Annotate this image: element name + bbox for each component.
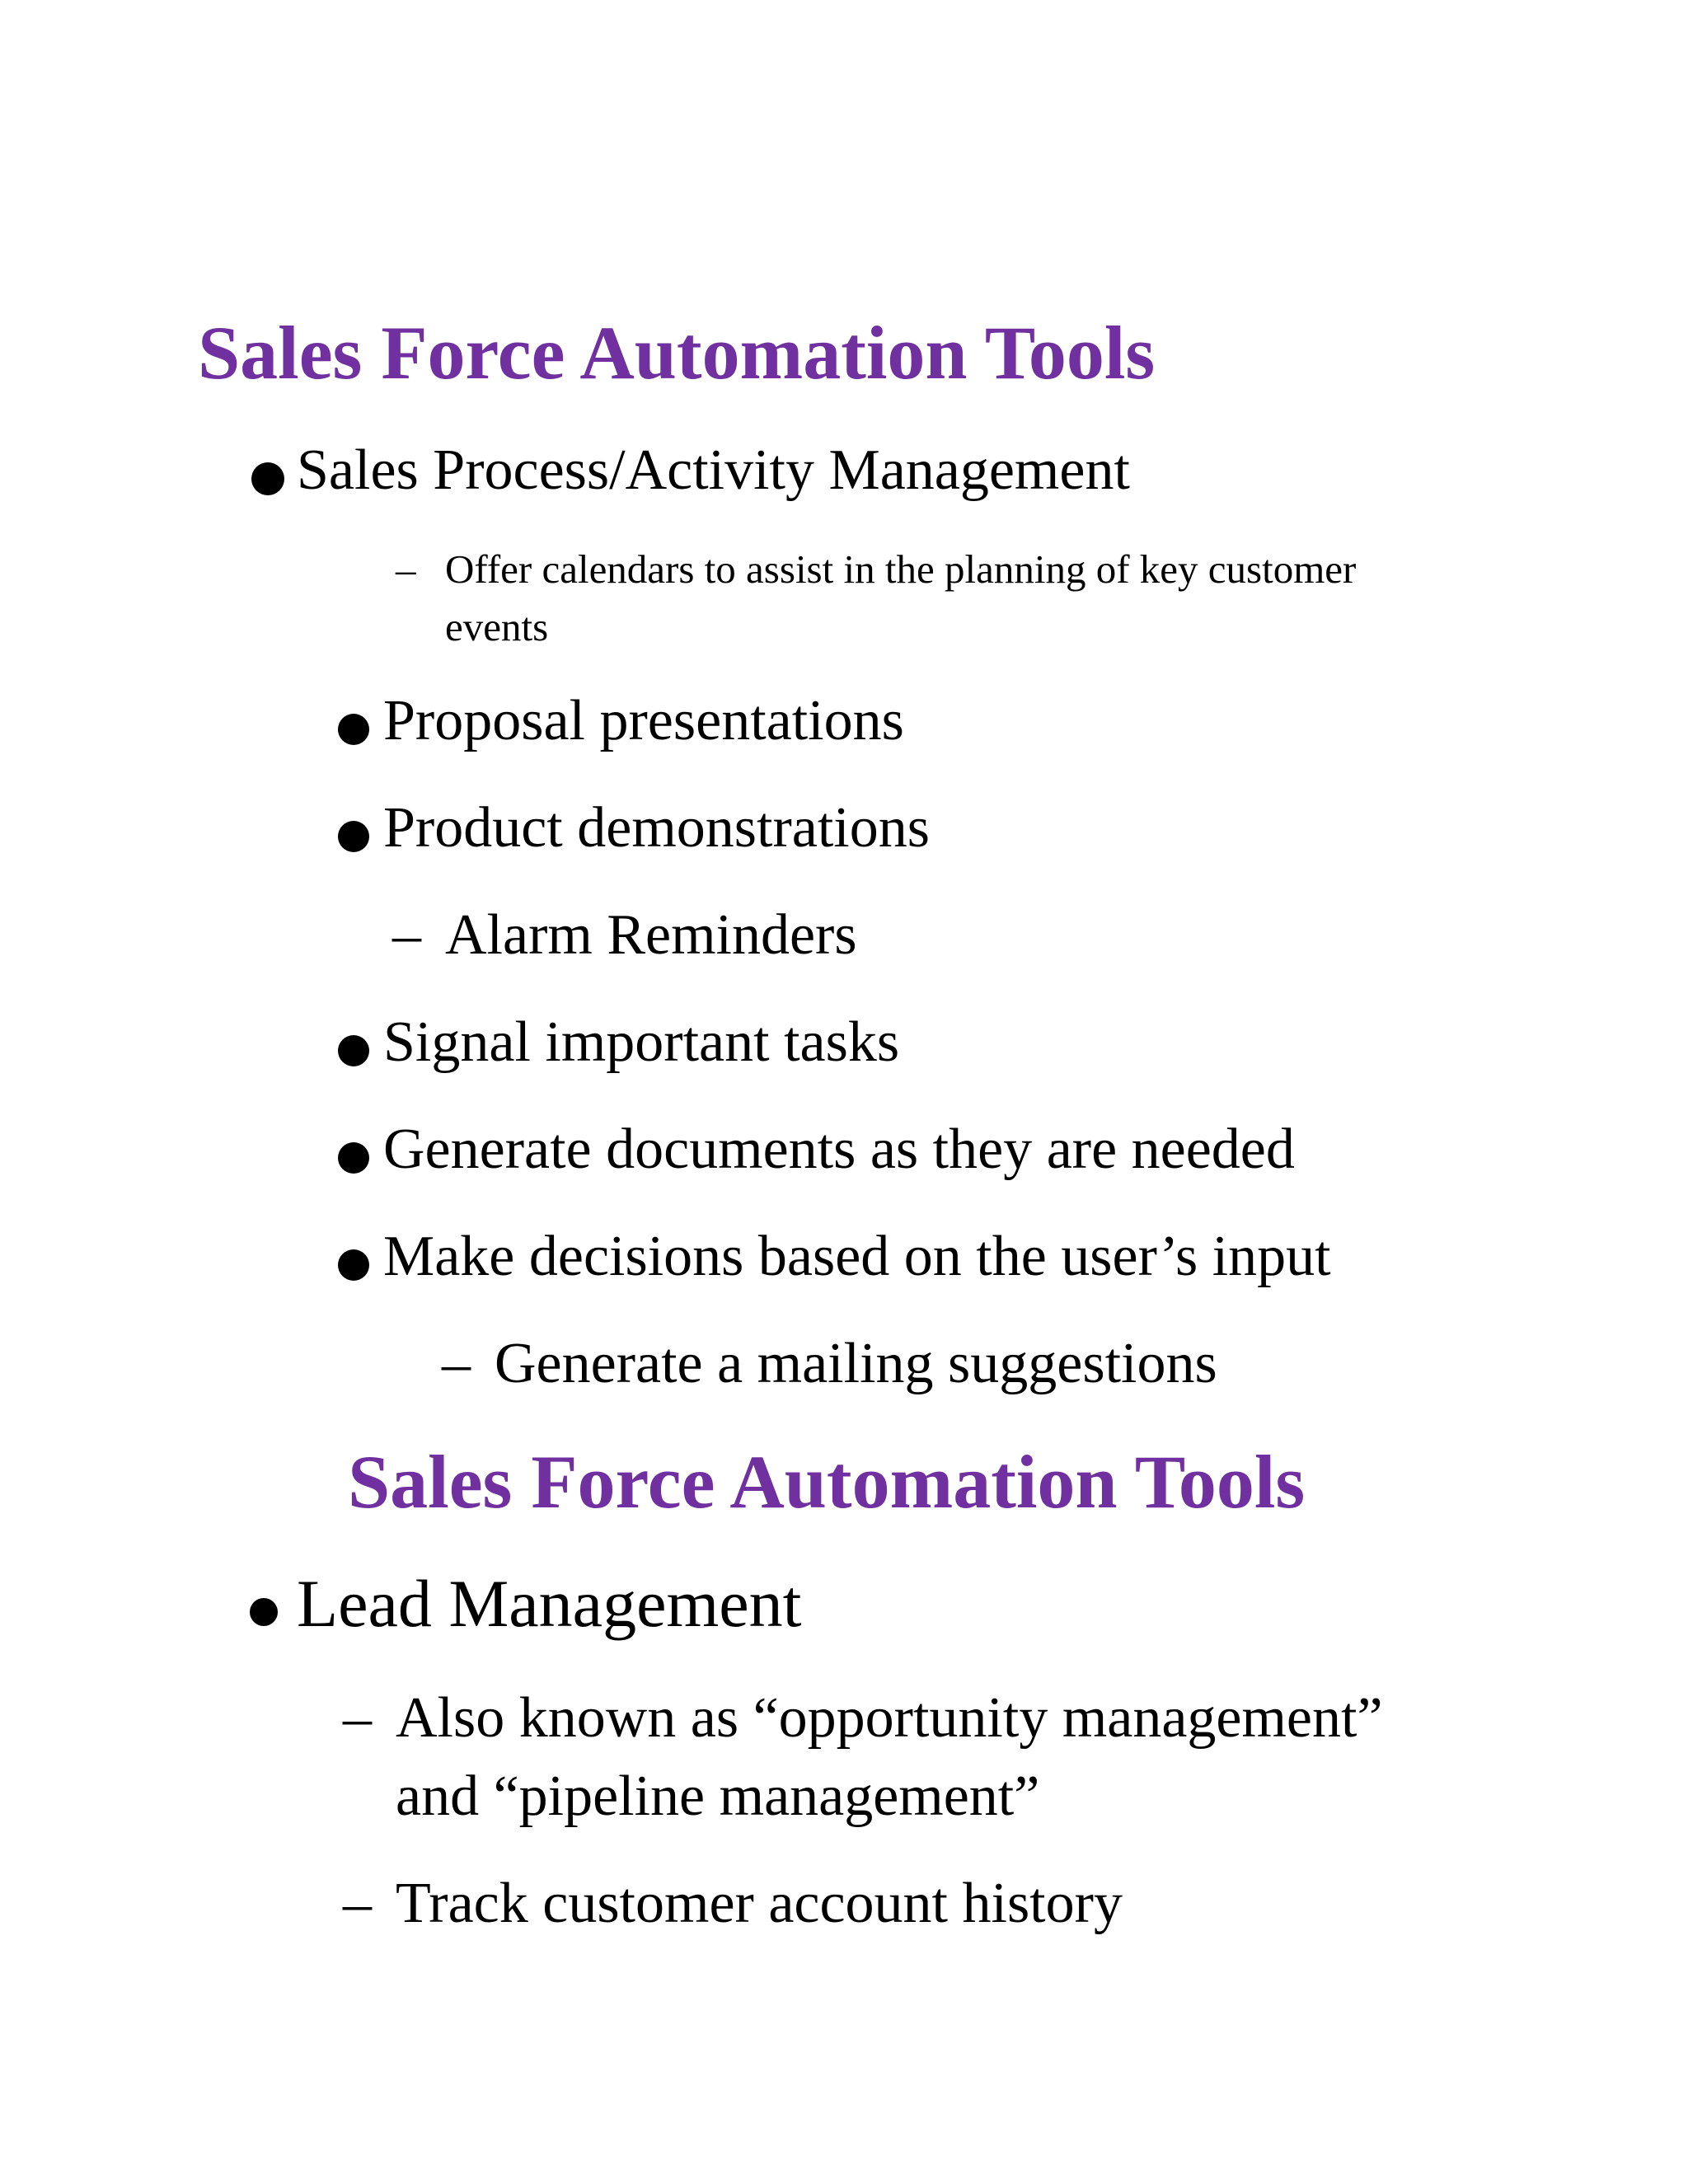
sub-item-label: Alarm Reminders — [445, 903, 857, 967]
sub-item-label-line-2: events — [445, 604, 549, 649]
bullet-icon — [250, 1598, 278, 1626]
dash-icon: – — [343, 1686, 372, 1750]
bullet-icon — [251, 462, 284, 495]
sub-item-label-line-1: Offer calendars to assist in the planning of key customer — [445, 546, 1357, 592]
dash-icon: – — [442, 1332, 471, 1395]
bullet-icon — [338, 1035, 369, 1066]
section-heading-1: Sales Force Automation Tools — [198, 311, 1156, 395]
section-heading-2: Sales Force Automation Tools — [348, 1440, 1306, 1524]
sub-item-label-line-1: Also known as “opportunity management” — [396, 1686, 1383, 1750]
bullet-icon — [338, 1142, 369, 1174]
list-item-label: Lead Management — [297, 1566, 802, 1641]
sub-item-label: Generate a mailing suggestions — [495, 1332, 1217, 1395]
bullet-icon — [338, 821, 369, 852]
list-item-label: Make decisions based on the user’s input — [383, 1225, 1331, 1288]
bullet-icon — [338, 1249, 369, 1281]
list-item-label: Sales Process/Activity Management — [297, 438, 1130, 502]
sub-item-label: Track customer account history — [396, 1872, 1123, 1935]
dash-icon: – — [396, 546, 416, 592]
dash-icon: – — [392, 903, 421, 967]
list-item-label: Proposal presentations — [383, 689, 904, 752]
list-item-label: Generate documents as they are needed — [383, 1118, 1295, 1181]
bullet-icon — [338, 714, 369, 745]
list-item-label: Signal important tasks — [383, 1010, 900, 1074]
dash-icon: – — [343, 1872, 372, 1935]
sub-item-label-line-2: and “pipeline management” — [396, 1765, 1040, 1828]
list-item-label: Product demonstrations — [383, 796, 930, 860]
